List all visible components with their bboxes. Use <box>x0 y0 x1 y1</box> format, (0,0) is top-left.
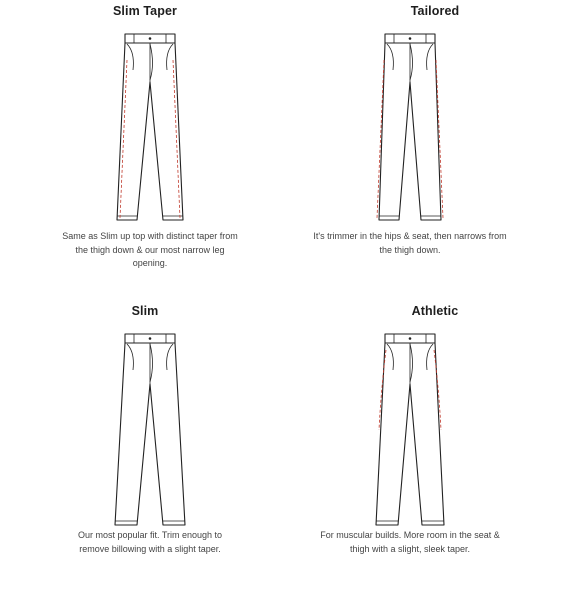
fit-description: Our most popular fit. Trim enough to remove billowing with a slight taper. <box>77 530 223 554</box>
fit-card-tailored <box>290 0 580 290</box>
athletic-pants-icon <box>365 330 455 530</box>
fit-description: It's trimmer in the hips & seat, then narrows from the thigh down. <box>313 231 507 255</box>
fit-title: Slim <box>131 304 159 318</box>
fit-card-slim <box>0 300 290 590</box>
slim-pants-icon <box>105 330 195 530</box>
fit-title: Tailored <box>410 4 460 18</box>
fit-card-slim-taper <box>0 0 290 290</box>
fit-description: For muscular builds. More room in the seat & thigh with a slight, sleek taper. <box>320 530 500 554</box>
fit-description: Same as Slim up top with distinct taper from the thigh down & our most narrow leg opening. <box>62 231 238 268</box>
fit-title: Athletic <box>411 304 459 318</box>
slim-taper-pants-icon <box>105 30 195 225</box>
fit-title: Slim Taper <box>113 4 177 18</box>
tailored-pants-icon <box>365 30 455 225</box>
fit-card-athletic <box>290 300 580 590</box>
